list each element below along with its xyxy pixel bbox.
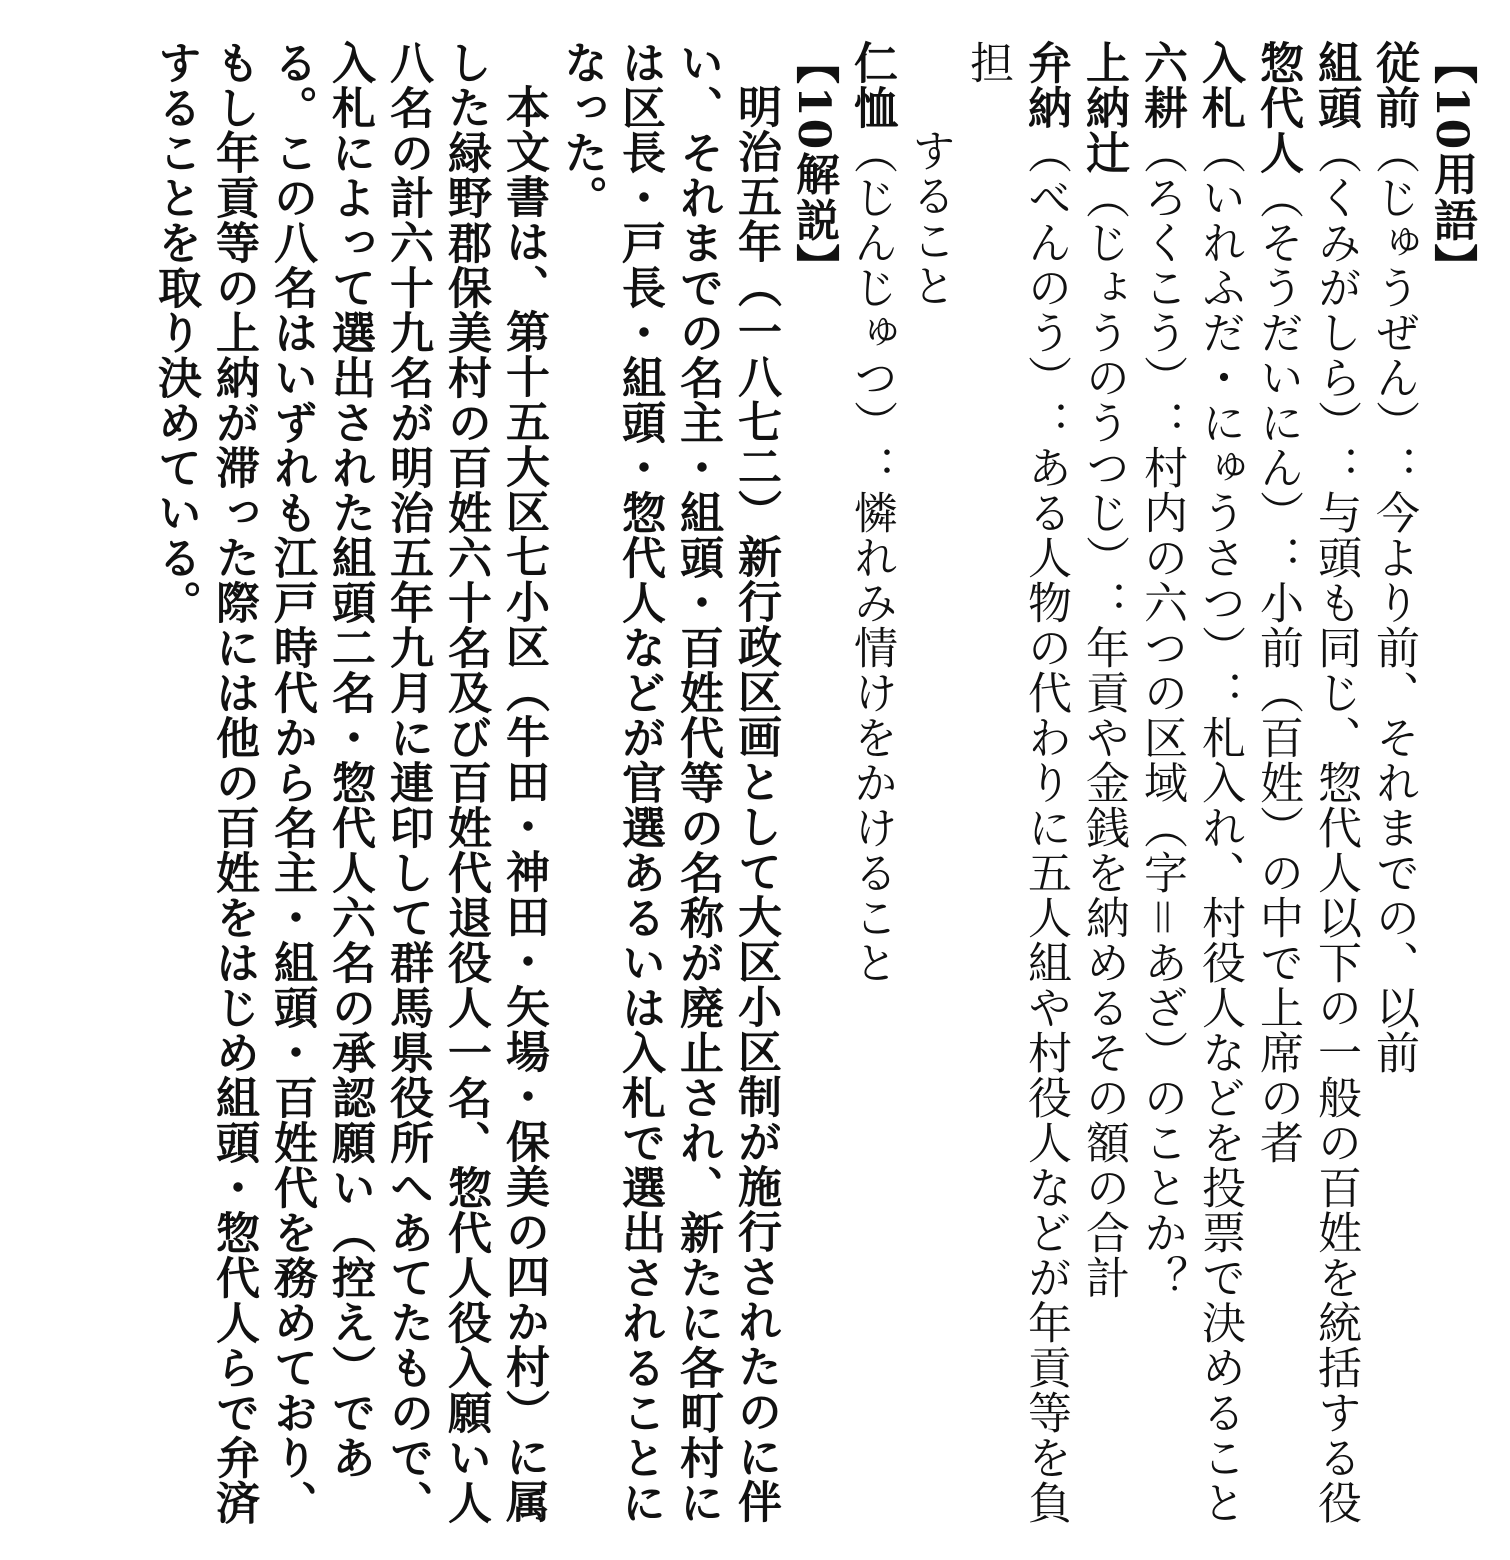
term-word: 上納辻 xyxy=(1078,40,1129,175)
term-word: 弁納 xyxy=(1020,40,1071,130)
term-definition: ：ある人物の代わりに五人組や村役人などが年貢等を負担 xyxy=(962,40,1071,1525)
glossary-term-line xyxy=(842,40,900,1540)
term-definition: ：札入れ、村役人などを投票で決めること xyxy=(1194,670,1245,1525)
document-page xyxy=(30,40,1480,1540)
glossary-term-line xyxy=(1190,40,1248,1540)
term-reading: （じょうのうつじ） xyxy=(1078,175,1129,580)
commentary-paragraph: 明治五年（一八七二）新行政区画として大区小区制が施行されたのに伴い、それまでの名主・組頭・百姓代等の名称が廃止され、新たに各町村には区長・戸長・組頭・惣代人などが官選あるいは入札で選出されることになった。 xyxy=(556,40,781,1525)
term-word: 惣代人 xyxy=(1252,40,1303,175)
term-definition: ：村内の六つの区域（字＝あざ）のことか？ xyxy=(1136,400,1187,1300)
term-word: 入札 xyxy=(1194,40,1245,130)
term-definition: ：与頭も同じ、惣代人以下の一般の百姓を統括する役 xyxy=(1310,445,1361,1525)
term-reading: （じんじゅつ） xyxy=(846,130,897,445)
term-definition: ：今より前、それまでの、以前 xyxy=(1368,445,1419,1075)
glossary-term-line xyxy=(958,40,1074,1540)
commentary-paragraph: 本文書は、第十五大区七小区（牛田・神田・矢場・保美の四か村）に属した緑野郡保美村の百姓六十名及び百姓代退役人一名、惣代人役入願い人八名の計六十九名が明治五年九月に連印して群馬県役所へあてたもので、入札によって選出された組頭二名・惣代人六名の承認願い（控え）である。この八名はいずれも江戸時代から名主・組頭・百姓代を務めており、もし年貢等の上納が滞った際には他の百姓をはじめ組頭・惣代人らで弁済することを取り決めている。 xyxy=(150,40,549,1525)
term-word: 六耕 xyxy=(1136,40,1187,130)
term-word: 組頭 xyxy=(1310,40,1361,130)
glossary-heading: 【10用語】 xyxy=(1426,40,1477,290)
term-definition: ：憐れみ情けをかけること xyxy=(846,445,897,985)
term-definition: ：小前（百姓）の中で上席の者 xyxy=(1252,535,1303,1165)
glossary-term-line xyxy=(1248,40,1306,1540)
term-reading: （じゅうぜん） xyxy=(1368,130,1419,445)
term-reading: （くみがしら） xyxy=(1310,130,1361,445)
term-word: 従前 xyxy=(1368,40,1419,130)
glossary-term-line xyxy=(1306,40,1364,1540)
glossary-term-line xyxy=(1074,40,1132,1540)
commentary-heading: 【10解説】 xyxy=(788,40,839,290)
term-definition-continued: すること xyxy=(904,128,955,308)
term-reading: （べんのう） xyxy=(1020,130,1071,400)
term-reading: （そうだいにん） xyxy=(1252,175,1303,535)
glossary-term-line xyxy=(1132,40,1190,1540)
term-reading: （いれふだ・にゅうさつ） xyxy=(1194,130,1245,670)
term-reading: （ろくこう） xyxy=(1136,130,1187,400)
glossary-term-line xyxy=(1364,40,1422,1540)
glossary-term-continuation xyxy=(900,40,958,1540)
term-word: 仁恤 xyxy=(846,40,897,130)
term-definition: ：年貢や金銭を納めるその額の合計 xyxy=(1078,580,1129,1300)
